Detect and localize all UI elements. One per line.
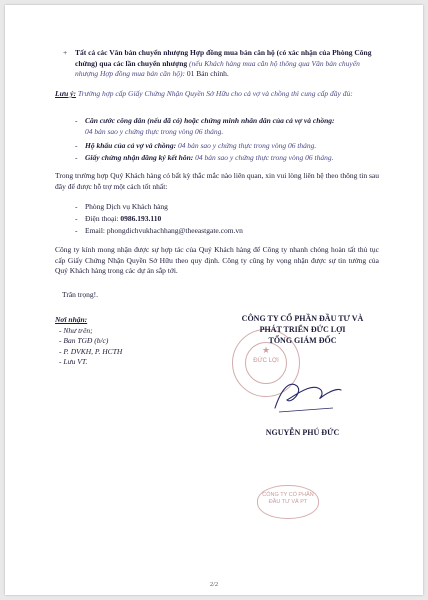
recipients-label: Nơi nhận: (55, 315, 88, 324)
signer-position: TỔNG GIÁM ĐỐC (268, 336, 337, 345)
contact-label: Email: (85, 226, 107, 235)
contact-label: Phòng Dịch vụ Khách hàng (85, 202, 168, 211)
top-item-marker: + (63, 48, 68, 57)
closing-paragraph: Công ty kính mong nhận được sự hợp tác của Quý Khách hàng để Công ty nhanh chóng hoàn tất thủ tục cấp Giấy Chứng Nhận Quyền Sở Hữu theo quy định. Công ty cũng hy vọng nhận được sự tin tưởng của Quý Khách hàng trong các dự án sắp tới. (55, 245, 379, 275)
signature-block (215, 313, 390, 346)
note-item-title: Căn cước công dân (nếu đã có) hoặc chứng minh nhân dân của cả vợ và chồng: (85, 116, 335, 125)
top-item-bold-text: Tất cả các Văn bản chuyển nhượng Hợp đồng mua bán căn hộ (có xác nhận của Phòng Công chứng) qua các lần chuyển nhượng (75, 48, 372, 68)
note-item-title: Hộ khẩu của cả vợ và chồng: (85, 141, 177, 150)
bleed-through-stamp: CÔNG TY CỔ PHẦN ĐẦU TƯ VÀ PT (257, 485, 319, 519)
regards: Trân trọng!. (62, 290, 98, 299)
recipient-item: - Như trên; (59, 325, 93, 335)
note-label: Lưu ý: (55, 89, 76, 98)
contact-2: - Điện thoại: 0986.193.110 (75, 214, 162, 223)
contact-label: Điện thoại: (85, 214, 121, 223)
page-number: 2/2 (209, 581, 219, 588)
contact-intro: Trong trường hợp Quý Khách hàng có bất kỳ thắc mắc nào liên quan, xin vui lòng liên hệ theo thông tin sau đây để được hỗ trợ một cách tốt nhất: (55, 171, 379, 191)
recipient-item: - P. DVKH, P. HCTH (59, 346, 123, 356)
document-page (5, 5, 423, 595)
note-item-detail: 04 bản sao y chứng thực trong vòng 06 tháng. (85, 126, 224, 136)
contact-1: - Phòng Dịch vụ Khách hàng (75, 202, 168, 211)
recipient-item: - Ban TGĐ (b/c) (59, 336, 109, 345)
company-seal-stamp: ★ ĐỨC LỢI (232, 329, 300, 397)
company-name-line2: PHÁT TRIỂN ĐỨC LỢI (259, 325, 346, 334)
note-item-3: - Giấy chứng nhận đăng ký kết hôn: 04 bản sao y chứng thực trong vòng 06 tháng. (75, 153, 334, 162)
phone-number: 0986.193.110 (120, 214, 162, 223)
email-address: phongdichvukhachhang@theeastgate.com.vn (106, 226, 243, 235)
note-item-detail: 04 bản sao y chứng thực trong vòng 06 tháng. (177, 141, 317, 150)
note-item-detail: 04 bản sao y chứng thực trong vòng 06 tháng. (195, 153, 334, 162)
contact-3: - Email: phongdichvukhachhang@theeastgate.com.vn (75, 226, 243, 235)
note-item-title: Giấy chứng nhận đăng ký kết hôn: (85, 153, 194, 162)
note-item-1: - Căn cước công dân (nếu đã có) hoặc chứng minh nhân dân của cả vợ và chồng: 04 bản sao y chứng thực trong vòng 06 tháng. (75, 116, 335, 136)
handwritten-signature (267, 370, 347, 420)
signer-name: NGUYỄN PHÚ ĐỨC (265, 428, 340, 437)
recipients (55, 315, 195, 368)
note (55, 89, 377, 100)
note-item-2: - Hộ khẩu của cả vợ và chồng: 04 bản sao y chứng thực trong vòng 06 tháng. (75, 141, 317, 150)
top-item-italic-text: (nếu Khách hàng mua căn hộ thông qua Văn bản chuyển nhượng Hợp đồng mua bán căn hộ): (75, 58, 360, 78)
note-text: Trường hợp cấp Giấy Chứng Nhận Quyền Sở Hữu cho cả vợ và chồng thì cung cấp đầy đủ: (77, 89, 353, 98)
top-item-tail-text: 01 Bản chính. (186, 69, 229, 78)
recipient-item: - Lưu VT. (59, 357, 88, 366)
top-item (63, 48, 375, 80)
company-name-line1: CÔNG TY CỔ PHẦN ĐẦU TƯ VÀ (241, 314, 364, 323)
